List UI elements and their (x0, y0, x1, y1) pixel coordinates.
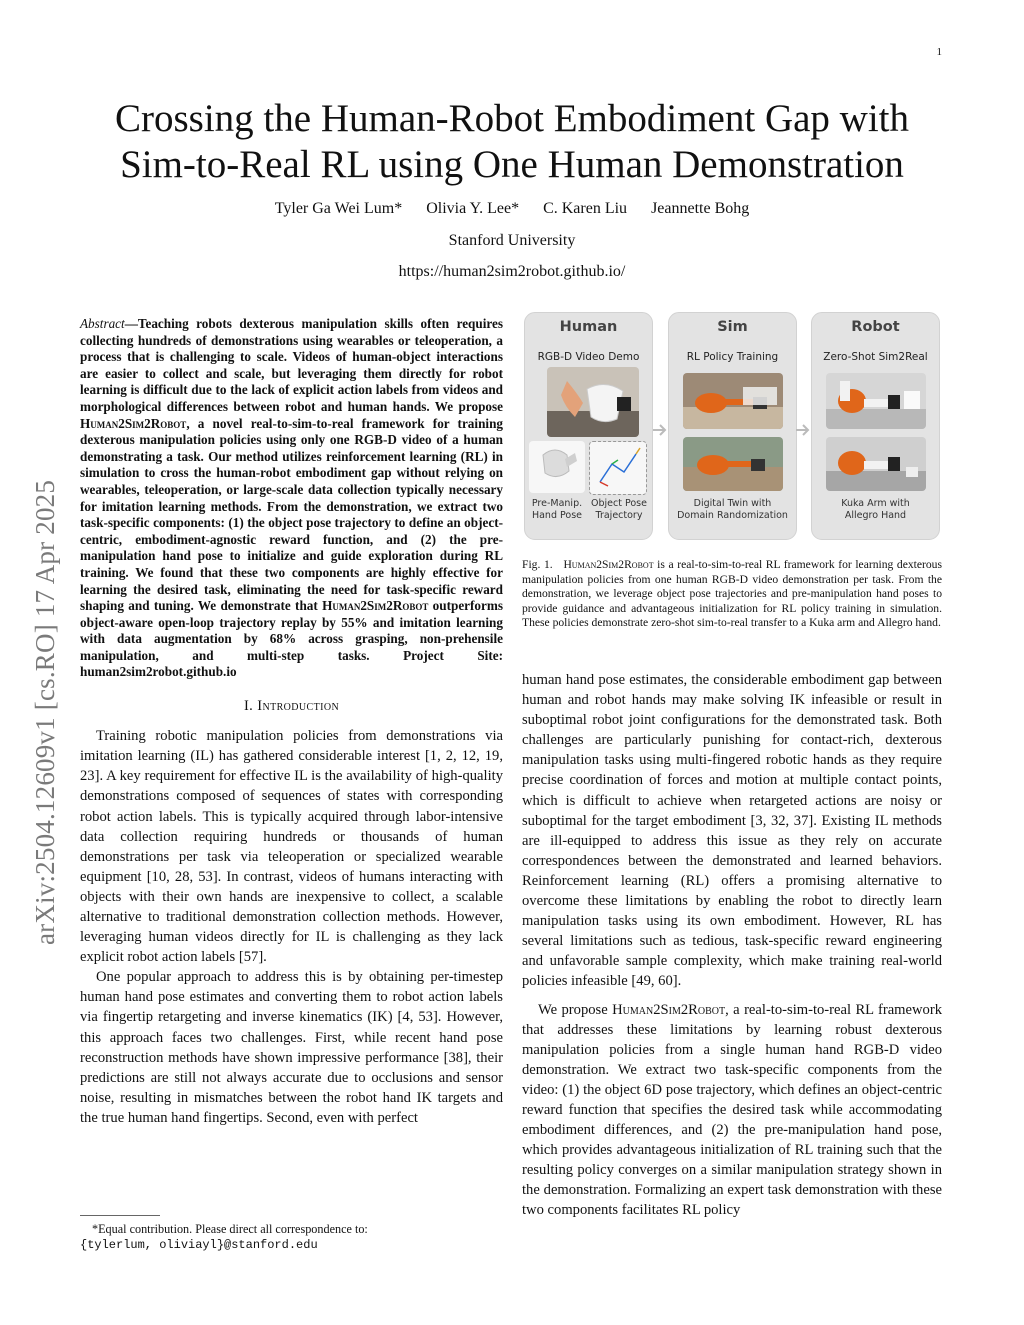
panel-caption: Kuka Arm with Allegro Hand (841, 498, 910, 521)
abstract-text: outperforms object-aware open-loop trajectory replay by 55% and imitation learning with data augmentation by 68% across grasping, non-prehensile manipulation, and multi-step tasks. Project Site: human2sim2robot.github.io (80, 598, 503, 680)
caption-label: Fig. 1. (522, 558, 553, 571)
panel-caption: Pre-Manip. Hand Pose (531, 498, 583, 521)
arxiv-identifier: arXiv:2504.12609v1 [cs.RO] 17 Apr 2025 (30, 479, 60, 945)
method-name: Human2Sim2Robot (80, 415, 187, 431)
paragraph-text: We propose (538, 1001, 613, 1018)
intro-paragraph-1: Training robotic manipulation policies from demonstrations via imitation learning (IL) has gathered considerable interest [1, 2, 12, 19, 23]. A key requirement for effective IL is the availability of high-quality demonstrations composed of sequences of states with corresponding robot action labels. This is typically acquired through labor-intensive data collection requiring hundreds or thousands of human demonstrations per task via teleoperation or specialized wearable equipment [10, 28, 53]. In contrast, videos of humans interacting with objects with their own hands are inexpensive to collect, a scalable alternative to traditional demonstration collection methods. However, leveraging human videos directly for IL is challenging as they lack explicit robot action labels [57]. (80, 728, 503, 966)
paragraph-text: , a real-to-sim-to-real RL framework that addresses these limitations by learning robust dexterous manipulation policies from a single human hand RGB-D video demonstration. We extract two task-specific components from the video: (1) the object 6D pose trajectory, which defines an object-centric reward function that specifies the desired task while accommodating embodiment differences, and (2) the pre-manipulation hand pose, which provides advantageous initialization of RL training such that the resulting policy converges on a similar manipulation strategy shown in the demonstration. Formalizing an expert task demonstration with these two components facilitates RL policy (522, 1001, 942, 1219)
sim-panel (668, 312, 797, 540)
method-name: Human2Sim2Robot (612, 1001, 726, 1018)
human-panel (524, 312, 653, 540)
right-paragraph-1: human hand pose estimates, the considerable embodiment gap between human and robot hands may make solving IK infeasible or result in suboptimal robot joint configurations for the demonstrated task. Both challenges are particularly punishing for contact-rich, dexterous manipulation tasks using multi-fingered robotic hands as they require precise coordination of forces and motion at multiple contact points, which is difficult to achieve when retargeted actions are noisy or suboptimal for the target embodiment [3, 32, 37]. Existing IL methods are ill-equipped to address this issue as they rely on accurate correspondences between the demonstrated and learned behaviors. Reinforcement learning (RL) offers a promising alternative to overcome these limitations by enabling the robot to directly learn manipulation tasks using its own embodiment. However, RL has several limitations such as tedious, task-specific reward engineering and unfavorable sample complexity, which make training real-world policies infeasible [49, 60]. (522, 672, 942, 990)
author-list (60, 200, 964, 218)
paper-title (60, 96, 964, 188)
footnote-email: {tylerlum, oliviayl}@stanford.edu (80, 1238, 318, 1252)
right-paragraph-2 (522, 1000, 942, 1221)
method-name: Human2Sim2Robot (322, 598, 429, 614)
panel-subtitle: RGB-D Video Demo (537, 351, 640, 363)
method-name: Human2Sim2Robot (563, 558, 654, 571)
arrow-right-icon (651, 420, 669, 440)
section-heading-introduction: I. Introduction (243, 698, 340, 715)
abstract (80, 316, 503, 681)
author: Tyler Ga Wei Lum* (274, 200, 403, 217)
robot-panel (811, 312, 940, 540)
caption-text: is a real-to-sim-to-real RL framework for learning dexterous manipulation policies from one human RGB-D video demonstration per task. From the demonstration, we leverage object pose trajectories and pre-manipulation hand poses to provide guidance and advantageous initialization for RL policy training in simulation. These policies demonstrate zero-shot sim-to-real transfer to a Kuka arm and Allegro hand. (522, 558, 942, 630)
abstract-text: , a novel real-to-sim-to-real framework for training dexterous manipulation policies using only one RGB-D video of a human demonstrating a task. Our method utilizes reinforcement learning (RL) in simulation to cross the human-robot embodiment gap without relying on wearables, teleoperation, or large-scale data collection typically necessary for imitation learning methods. From the demonstration, we extract two task-specific components: (1) the object pose trajectory to define an object-centric, embodiment-agnostic reward function, and (2) the pre-manipulation hand pose to initialize and guide exploration during RL training. We found that these two components are highly effective for learning the desired task, eliminating the need for task-specific reward shaping and tuning. We demonstrate that (80, 415, 503, 614)
sim-render-1 (683, 373, 783, 429)
figure-caption (522, 558, 942, 631)
right-column (522, 670, 942, 1221)
author: Jeannette Bohg (651, 200, 750, 217)
author: C. Karen Liu (543, 200, 628, 217)
author: Olivia Y. Lee* (426, 200, 520, 217)
affiliation: Stanford University (448, 232, 576, 249)
sim-render-2 (683, 437, 783, 491)
title-line-1: Crossing the Human-Robot Embodiment Gap with (114, 97, 909, 140)
panel-subtitle: RL Policy Training (686, 351, 779, 363)
hand-pose-render (529, 441, 585, 493)
abstract-text: —Teaching robots dexterous manipulation skills often requires collecting hundreds of demonstrations using wearables or teleoperation, a process that is challenging to scale. Videos of human-object interactions are easier to collect and scale, but leveraging them directly for robot learning is difficult due to the lack of explicit action labels from videos and morphological differences between robot and human hands. We propose (80, 316, 503, 414)
panel-title: Sim (717, 319, 748, 335)
panel-caption: Object Pose Trajectory (591, 498, 647, 521)
panel-caption: Digital Twin with Domain Randomization (677, 498, 788, 521)
panel-title: Robot (851, 319, 900, 335)
footnote-divider (80, 1215, 160, 1216)
footnote (80, 1221, 503, 1253)
left-column (80, 316, 503, 1128)
title-line-2: Sim-to-Real RL using One Human Demonstration (120, 143, 904, 186)
panel-subtitle: Zero-Shot Sim2Real (823, 351, 928, 363)
intro-paragraph-2: One popular approach to address this is by obtaining per-timestep human hand pose estimates and converting them to robot action labels via fingertip retargeting and inverse kinematics (IK) [4, 53]. However, this approach faces two challenges. First, while recent hand pose reconstruction methods have shown impressive performance [38], their predictions are still not always accurate due to occlusions and sensor noise, resulting in mismatches between the robot hand IK targets and the true human hand fingertips. Second, even with perfect (80, 969, 503, 1126)
arrow-right-icon (794, 420, 812, 440)
footnote-text: *Equal contribution. Please direct all correspondence to: (92, 1222, 368, 1236)
page-number: 1 (936, 46, 942, 58)
abstract-label: Abstract (80, 316, 125, 331)
project-url[interactable]: https://human2sim2robot.github.io/ (398, 263, 626, 280)
figure-1 (522, 310, 942, 546)
human-demo-photo (547, 367, 639, 437)
robot-photo-2 (826, 437, 926, 491)
robot-photo-1 (826, 373, 926, 429)
panel-title: Human (559, 319, 618, 335)
object-trajectory-render (589, 441, 647, 495)
